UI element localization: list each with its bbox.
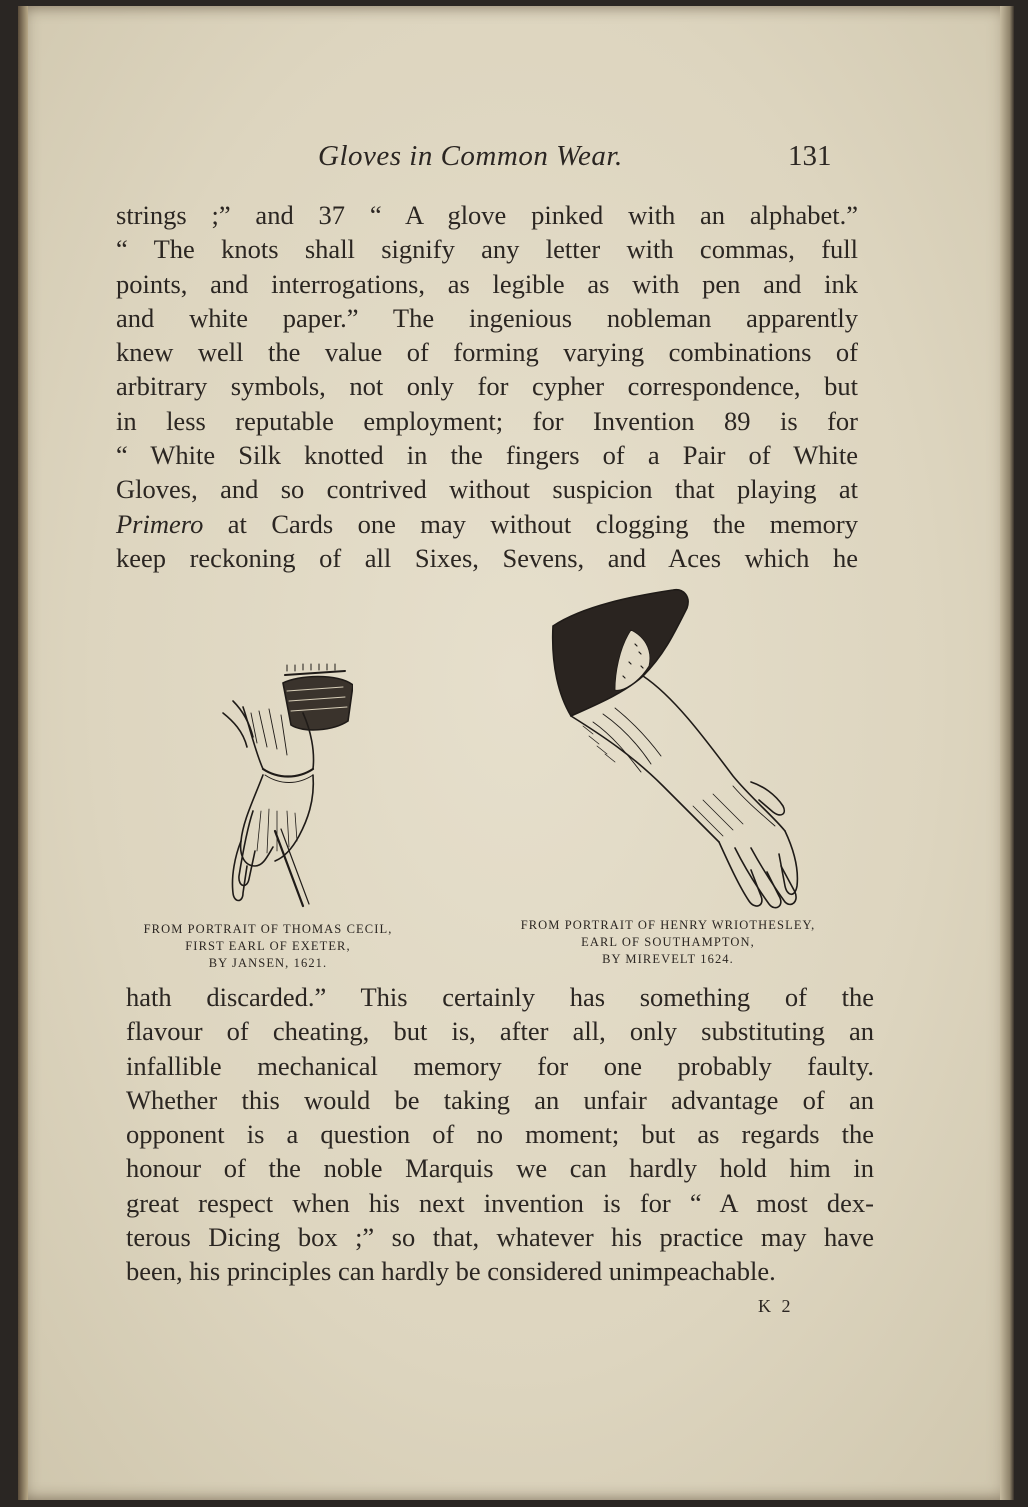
page-fore-edge xyxy=(1000,6,1014,1500)
text-line: been, his principles can hardly be considered unimpeachable. xyxy=(126,1256,776,1287)
figure-caption-exeter xyxy=(118,921,418,972)
italic-word: Primero xyxy=(116,508,204,539)
text-line: “ White Silk knotted in the fingers of a Pair of White xyxy=(116,440,858,471)
text-line: in less reputable employment; for Invention 89 is for xyxy=(116,405,858,436)
book-page xyxy=(18,6,1014,1500)
text-line: honour of the noble Marquis we can hardly hold him in xyxy=(126,1153,874,1184)
text-line: arbitrary symbols, not only for cypher correspondence, but xyxy=(116,371,858,402)
glove-illustration-exeter xyxy=(203,661,353,911)
caption-line: BY JANSEN, 1621. xyxy=(208,956,328,970)
text-line: strings ;” and 37 “ A glove pinked with an alphabet.” xyxy=(116,200,858,230)
caption-line: FIRST EARL OF EXETER, xyxy=(185,939,351,953)
text-line: flavour of cheating, but is, after all, only substituting an xyxy=(126,1016,874,1047)
glove-engraving-icon xyxy=(523,586,808,916)
caption-line: EARL OF SOUTHAMPTON, xyxy=(581,935,755,949)
caption-line: BY MIREVELT 1624. xyxy=(602,952,734,966)
text-line: infallible mechanical memory for one probably faulty. xyxy=(126,1050,874,1081)
caption-line: FROM PORTRAIT OF THOMAS CECIL, xyxy=(143,922,393,936)
text-line: and white paper.” The ingenious nobleman apparently xyxy=(116,302,858,333)
text-line: knew well the value of forming varying combinations of xyxy=(116,337,858,368)
text-line: hath discarded.” This certainly has something of the xyxy=(126,982,874,1012)
running-title: Gloves in Common Wear. xyxy=(318,140,623,172)
caption-line: FROM PORTRAIT OF HENRY WRIOTHESLEY, xyxy=(520,918,816,932)
text-line-primero: Primero at Cards one may without clogging the memory xyxy=(116,508,858,539)
signature-mark: K 2 xyxy=(758,1296,794,1316)
text-line: points, and interrogations, as legible as with pen and ink xyxy=(116,268,858,299)
text-line: great respect when his next invention is for “ A most dex- xyxy=(126,1187,874,1218)
paragraph-bottom xyxy=(126,980,874,1289)
page-number: 131 xyxy=(788,140,832,172)
page-header xyxy=(18,136,1014,176)
text-line: Whether this would be taking an unfair advantage of an xyxy=(126,1084,874,1115)
text-line: keep reckoning of all Sixes, Sevens, and Aces which he xyxy=(116,542,858,573)
text-line: opponent is a question of no moment; but as regards the xyxy=(126,1119,874,1150)
text-line: terous Dicing box ;” so that, whatever his practice may have xyxy=(126,1222,874,1253)
glove-illustration-southampton xyxy=(523,586,808,916)
text-line: “ The knots shall signify any letter with commas, full xyxy=(116,234,858,265)
paragraph-top xyxy=(116,198,858,575)
glove-engraving-icon xyxy=(203,661,353,911)
figure-caption-southampton xyxy=(488,917,848,968)
text-line: Gloves, and so contrived without suspicion that playing at xyxy=(116,474,858,505)
page-gutter-shadow xyxy=(18,6,28,1500)
